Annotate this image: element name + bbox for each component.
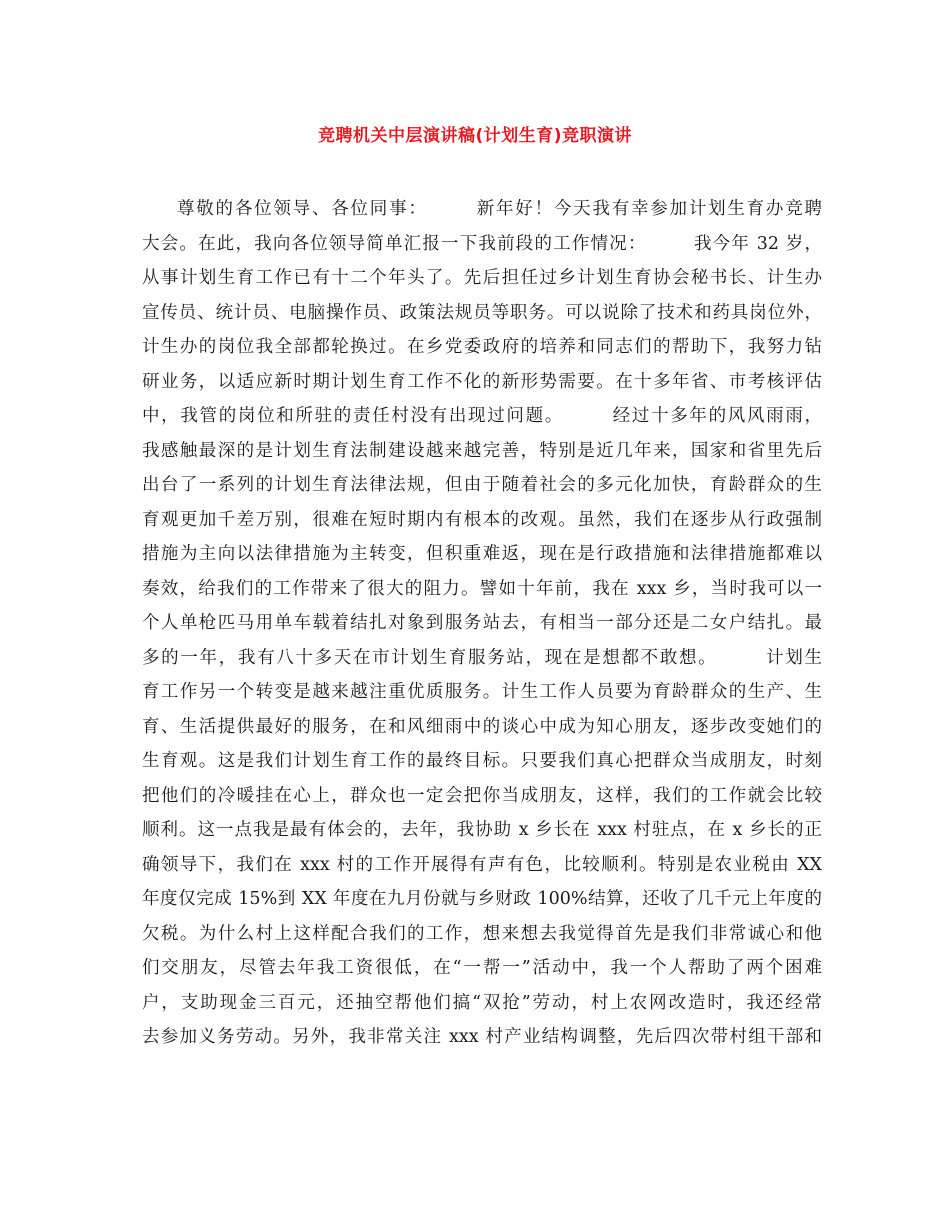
body-line: 去参加义务劳动。另外，我非常关注 xxx 村产业结构调整，先后四次带村组干部和 <box>142 1027 822 1047</box>
document-title: 竞聘机关中层演讲稿(计划生育)竞职演讲 <box>317 126 633 146</box>
body-line: 育观更加千差万别，很难在短时期内有根本的改观。虽然，我们在逐步从行政强制 <box>142 509 822 530</box>
body-line: 多的一年，我有八十多天在市计划生育服务站，现在是想都不敢想。 计划生 <box>142 647 822 668</box>
body-line: 从事计划生育工作已有十二个年头了。先后担任过乡计划生育协会秘书长、计生办 <box>142 268 822 288</box>
body-line: 育工作另一个转变是越来越注重优质服务。计生工作人员要为育龄群众的生产、生 <box>142 682 822 702</box>
body-line: 计生办的岗位我全部都轮换过。在乡党委政府的培养和同志们的帮助下，我努力钻 <box>142 337 822 357</box>
body-line: 尊敬的各位领导、各位同事： 新年好！今天我有幸参加计划生育办竞聘 <box>177 199 822 219</box>
body-line: 措施为主向以法律措施为主转变，但积重难返，现在是行政措施和法律措施都难以 <box>142 544 822 564</box>
body-line: 户，支助现金三百元，还抽空帮他们搞“双抢”劳动，村上农网改造时，我还经常 <box>142 992 822 1013</box>
body-line: 年度仅完成 15%到 XX 年度在九月份就与乡财政 100%结算，还收了几千元上年度的 <box>142 889 822 909</box>
body-line: 我感触最深的是计划生育法制建设越来越完善，特别是近几年来，国家和省里先后 <box>142 440 822 461</box>
body-line: 欠税。为什么村上这样配合我们的工作，想来想去我觉得首先是我们非常诚心和他 <box>142 923 822 944</box>
body-line: 确领导下，我们在 xxx 村的工作开展得有声有色，比较顺利。特别是农业税由 XX <box>142 854 822 875</box>
body-line: 大会。在此，我向各位领导简单汇报一下我前段的工作情况： 我今年 32 岁， <box>142 233 822 254</box>
document-body <box>142 192 822 1055</box>
body-line: 出台了一系列的计划生育法律法规，但由于随着社会的多元化加快，育龄群众的生 <box>142 475 822 495</box>
body-line: 个人单枪匹马用单车载着结扎对象到服务站去，有相当一部分还是二女户结扎。最 <box>142 613 822 633</box>
body-line: 顺利。这一点我是最有体会的，去年，我协助 x 乡长在 xxx 村驻点，在 x 乡长的正 <box>142 820 822 840</box>
body-line: 育、生活提供最好的服务，在和风细雨中的谈心中成为知心朋友，逐步改变她们的 <box>142 716 822 737</box>
body-line: 奏效，给我们的工作带来了很大的阻力。譬如十年前，我在 xxx 乡，当时我可以一 <box>142 578 822 599</box>
body-line: 研业务，以适应新时期计划生育工作不化的新形势需要。在十多年省、市考核评估 <box>142 371 822 392</box>
body-line: 宣传员、统计员、电脑操作员、政策法规员等职务。可以说除了技术和药具岗位外， <box>142 302 822 323</box>
body-line: 生育观。这是我们计划生育工作的最终目标。只要我们真心把群众当成朋友，时刻 <box>142 751 822 771</box>
body-line: 们交朋友，尽管去年我工资很低，在“一帮一”活动中，我一个人帮助了两个困难 <box>142 958 822 978</box>
body-line: 把他们的冷暖挂在心上，群众也一定会把你当成朋友，这样，我们的工作就会比较 <box>142 785 822 806</box>
body-line: 中，我管的岗位和所驻的责任村没有出现过问题。 经过十多年的风风雨雨， <box>142 406 822 426</box>
